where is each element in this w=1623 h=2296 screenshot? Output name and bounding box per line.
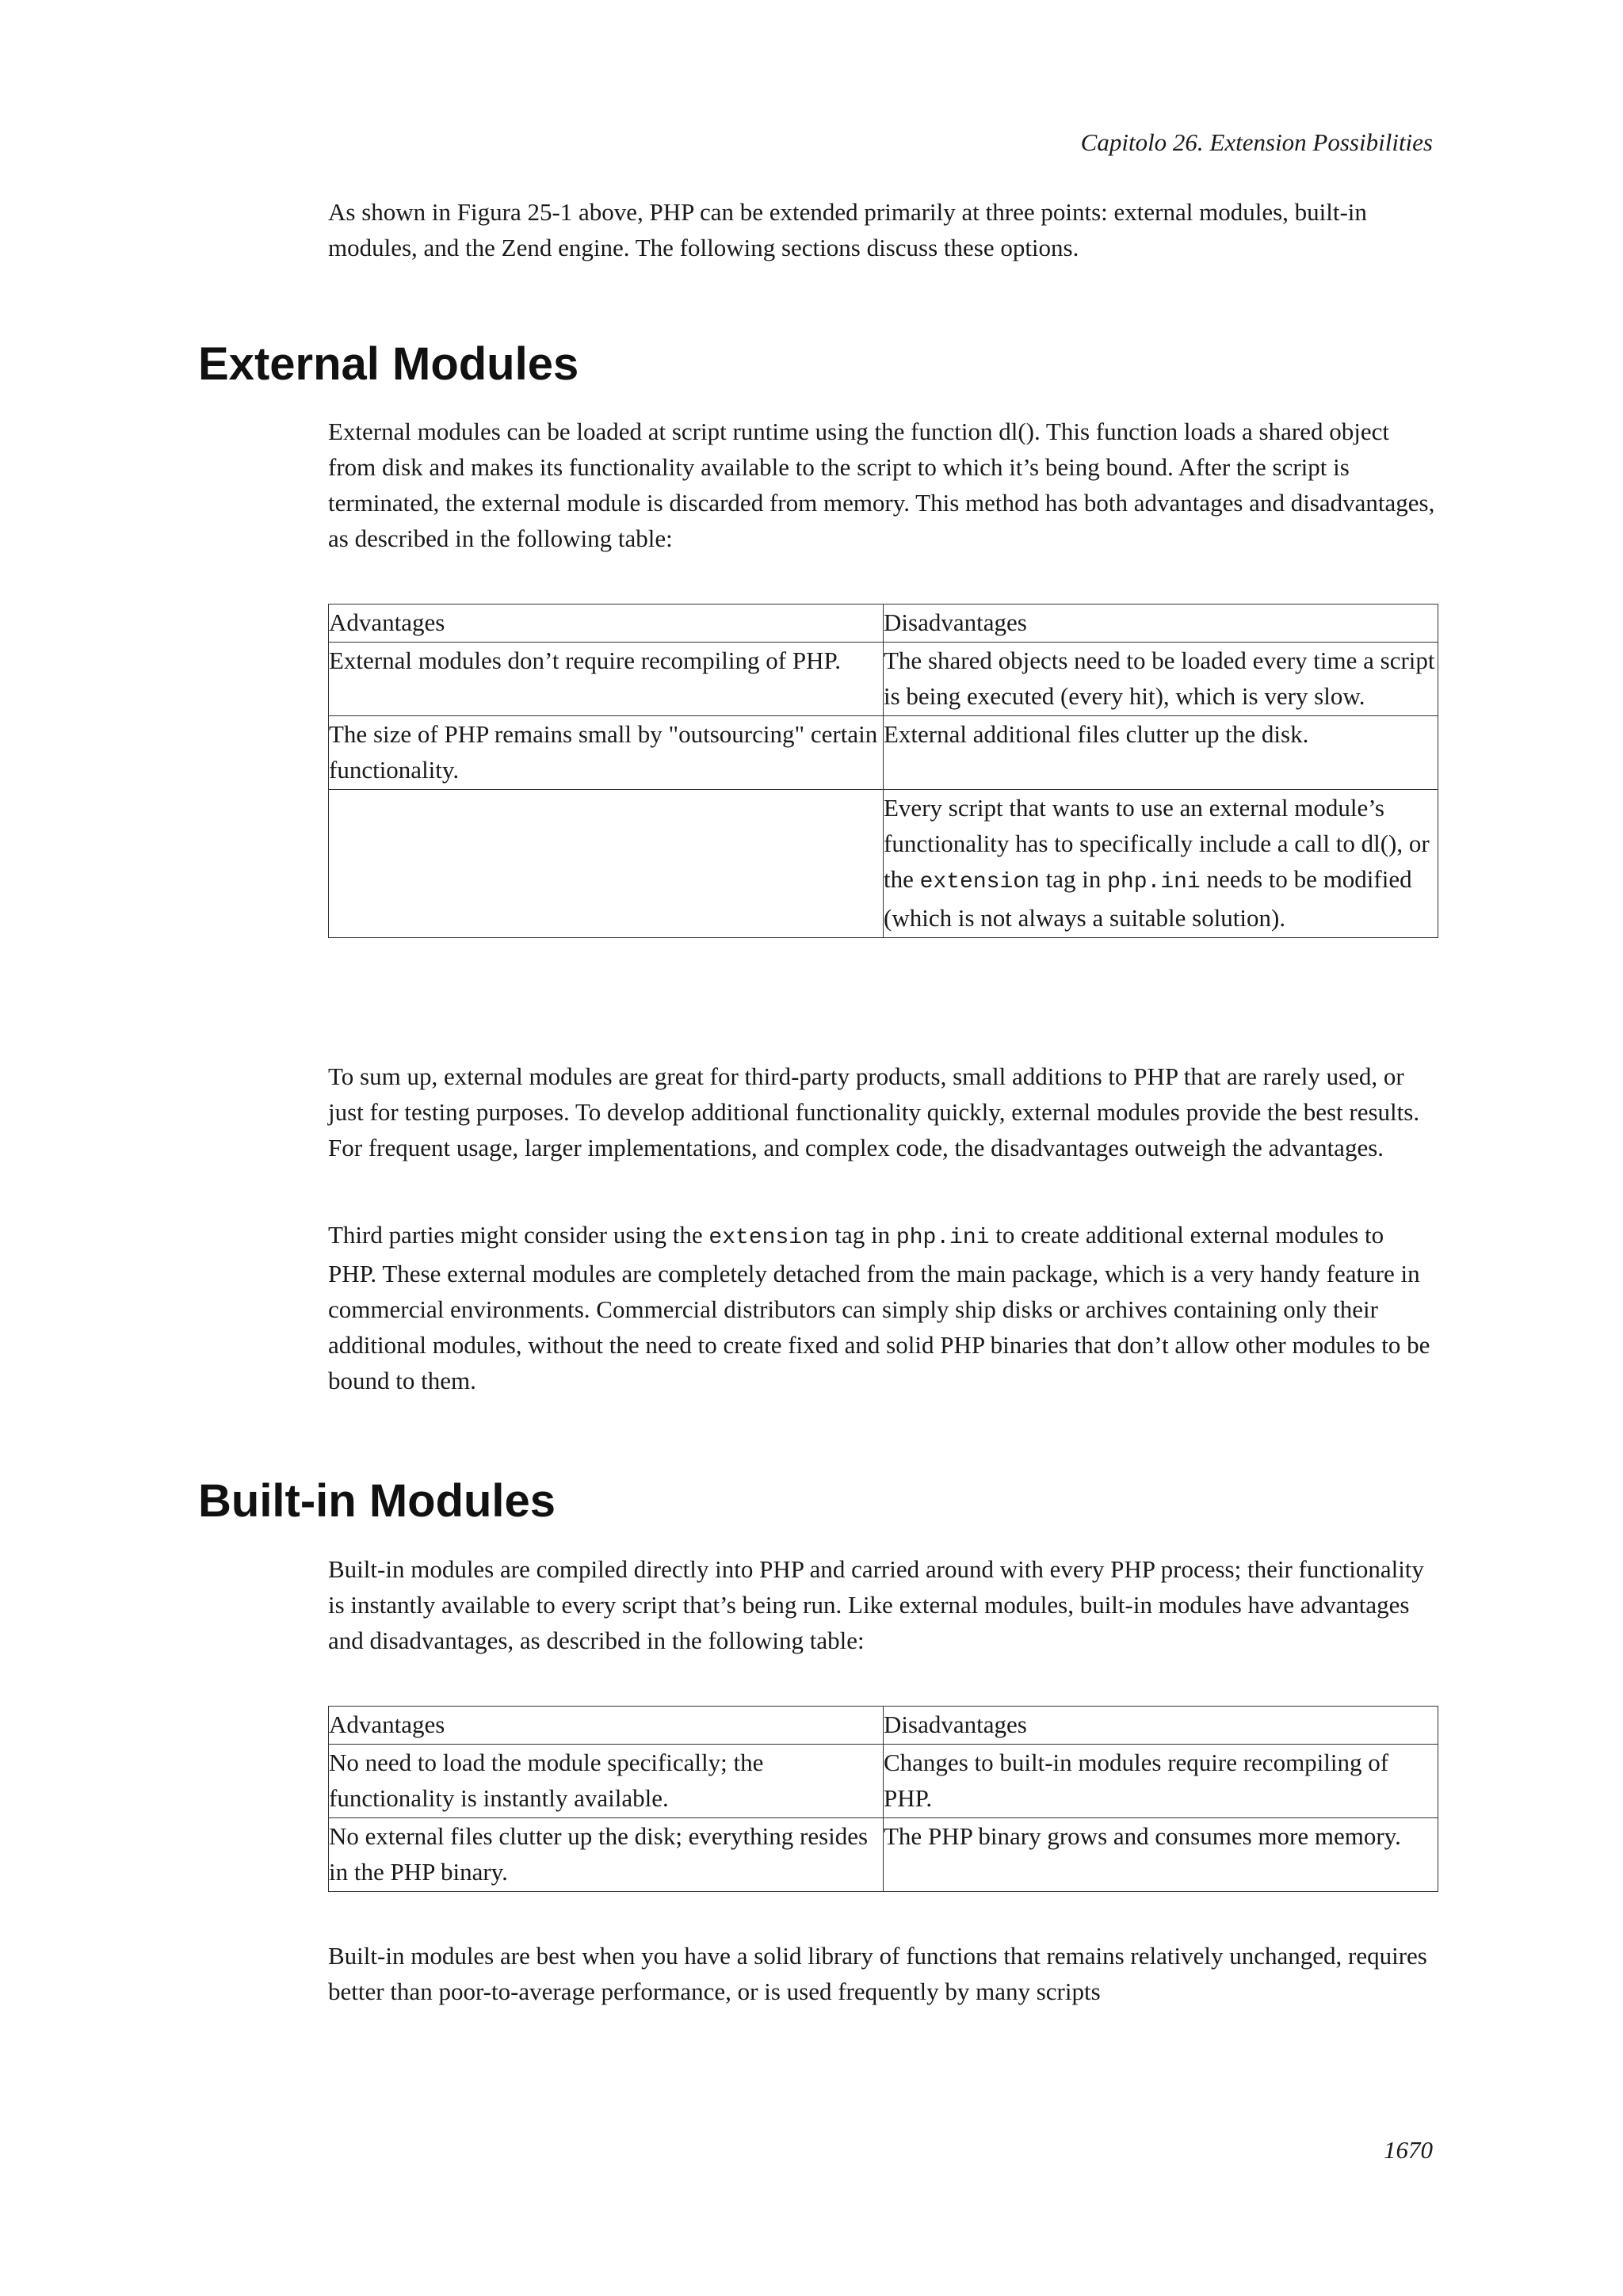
page-number: 1670 (1384, 2136, 1433, 2164)
external-intro (328, 414, 1438, 556)
table-row (329, 643, 1438, 716)
builtin-paragraph-2: Built-in modules are best when you have a solid library of functions that remains relatively unchanged, requires better than poor-to-average performance, or is used frequently by many scripts (328, 1942, 1427, 2005)
cell-text: Every script that wants to use an external module’s functionality has to specifically include a call to dl(), or the (884, 794, 1430, 893)
external-paragraph-1: External modules can be loaded at script runtime using the function dl(). This function loads a shared object from disk and makes its functionality available to the script to which it’s being bound. After the script is terminated, the external module is discarded from memory. This method has both advantages and disadvantages, as described in the following table: (328, 418, 1435, 552)
code-extension: extension (708, 1226, 829, 1250)
builtin-intro (328, 1551, 1438, 1658)
table-cell-disadvantage: The shared objects need to be loaded every time a script is being executed (every hit), which is very slow. (884, 643, 1438, 716)
external-summary (328, 1058, 1438, 1165)
table-header-advantages: Advantages (329, 1707, 884, 1745)
table-row (329, 1745, 1438, 1818)
external-paragraph-2: To sum up, external modules are great for third-party products, small additions to PHP that are rarely used, or just for testing purposes. To develop additional functionality quickly, external modules provide the best results. For frequent usage, larger implementations, and complex code, the disadvantages outweigh the advantages. (328, 1062, 1420, 1161)
builtin-modules-table (328, 1706, 1438, 1892)
table-row (329, 716, 1438, 790)
table-cell-disadvantage: The PHP binary grows and consumes more memory. (884, 1818, 1438, 1892)
cell-text: needs to be modified (which is not always a suitable solution). (884, 865, 1412, 932)
code-php-ini: php.ini (1107, 870, 1201, 894)
table-cell-advantage-empty (329, 790, 884, 938)
external-paragraph-3 (328, 1217, 1438, 1398)
intro-paragraph: As shown in Figura 25-1 above, PHP can be extended primarily at three points: external modules, built-in modules, and the Zend engine. The following sections discuss these options. (328, 198, 1367, 261)
table-cell-disadvantage (884, 790, 1438, 938)
heading-external-modules: External Modules (198, 338, 579, 390)
code-php-ini: php.ini (896, 1226, 990, 1250)
external-third-parties (328, 1217, 1438, 1398)
para-text: to create additional external modules to PHP. These external modules are completely detached from the main package, which is a very handy feature in commercial environments. Commercial distributors can simply ship disks or archives containing only their additional modules, without the need to create fixed and solid PHP binaries that don’t allow other modules to be bound to them. (328, 1221, 1430, 1394)
table-header-row (329, 1707, 1438, 1745)
table-header-disadvantages: Disadvantages (884, 1707, 1438, 1745)
cell-text: tag in (1039, 865, 1108, 893)
builtin-summary (328, 1938, 1438, 2009)
table-header-row (329, 605, 1438, 643)
table-header-disadvantages: Disadvantages (884, 605, 1438, 643)
table-cell-advantage: External modules don’t require recompiling of PHP. (329, 643, 884, 716)
table-header-advantages: Advantages (329, 605, 884, 643)
heading-builtin-modules: Built-in Modules (198, 1475, 556, 1527)
table-cell-disadvantage: Changes to built-in modules require recompiling of PHP. (884, 1745, 1438, 1818)
para-text: tag in (828, 1221, 896, 1249)
table-cell-advantage: No need to load the module specifically; the functionality is instantly available. (329, 1745, 884, 1818)
builtin-paragraph-1: Built-in modules are compiled directly into PHP and carried around with every PHP process; their functionality is instantly available to every script that’s being run. Like external modules, built-in modules have advantages and disadvantages, as described in the following table: (328, 1555, 1424, 1654)
table-cell-advantage: The size of PHP remains small by "outsourcing" certain functionality. (329, 716, 884, 790)
intro-section (328, 194, 1438, 265)
table-cell-advantage: No external files clutter up the disk; everything resides in the PHP binary. (329, 1818, 884, 1892)
external-modules-table (328, 604, 1438, 938)
table-row (329, 790, 1438, 938)
running-header: Capitolo 26. Extension Possibilities (1080, 128, 1433, 156)
code-extension: extension (919, 870, 1040, 894)
table-cell-disadvantage: External additional files clutter up the disk. (884, 716, 1438, 790)
table-row (329, 1818, 1438, 1892)
para-text: Third parties might consider using the (328, 1221, 709, 1249)
